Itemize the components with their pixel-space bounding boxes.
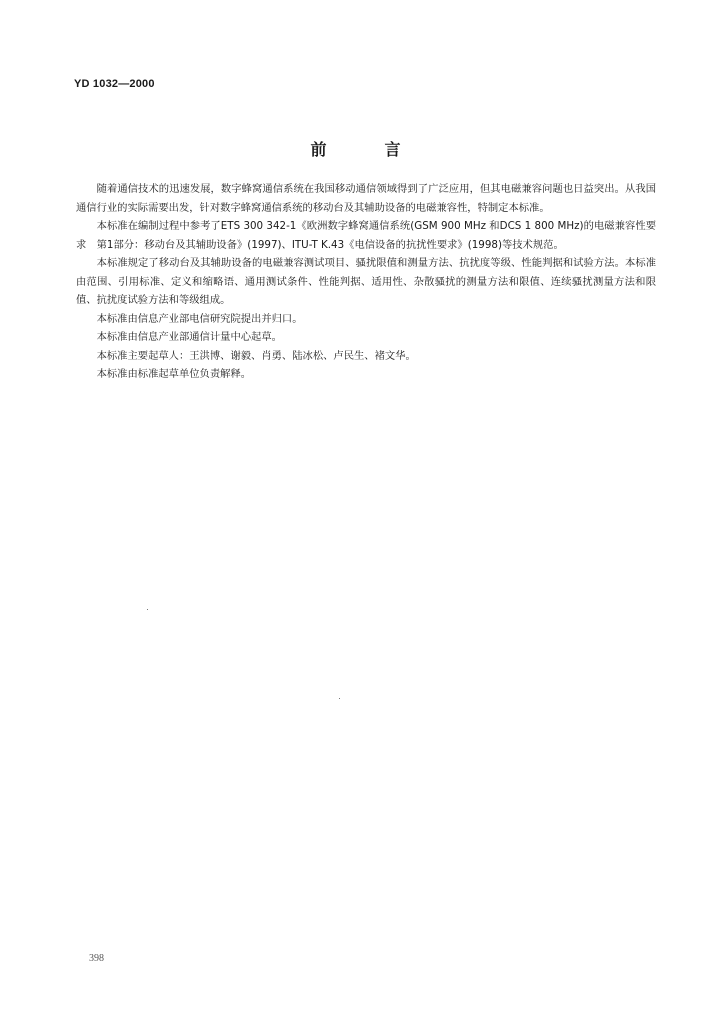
foreword-paragraph: 随着通信技术的迅速发展，数字蜂窝通信系统在我国移动通信领域得到了广泛应用，但其电磁兼容问题也日益突出。从我国通信行业的实际需要出发，针对数字蜂窝通信系统的移动台及其辅助设备的电磁兼容性，特制定本标准。 [76,183,656,214]
title-char-1: 前 [310,140,327,159]
foreword-paragraph: 本标准在编制过程中参考了ETS 300 342-1《欧洲数字蜂窝通信系统(GSM 900 MHz 和DCS 1 800 MHz)的电磁兼容性要求 第1部分：移动台及其辅助设备》(1997)、ITU-T K.43《电信设备的抗扰性要求》(1998)等技术规范。 [76,220,656,251]
page-title [0,137,711,160]
foreword-paragraph: 本标准规定了移动台及其辅助设备的电磁兼容测试项目、骚扰限值和测量方法、抗扰度等级、性能判据和试验方法。本标准由范围、引用标准、定义和缩略语、通用测试条件、性能判据、适用性、杂散骚扰的测量方法和限值、连续骚扰测量方法和限值、抗扰度试验方法和等级组成。 [76,257,656,306]
title-char-2: 言 [384,140,401,159]
scan-speck [147,609,148,610]
foreword-paragraph: 本标准由信息产业部通信计量中心起草。 [96,331,282,343]
scan-speck [339,698,340,699]
foreword-body [76,180,656,384]
page-number: 398 [89,953,104,964]
foreword-paragraph: 本标准主要起草人：王洪博、谢毅、肖勇、陆冰松、卢民生、褚文华。 [96,349,416,362]
standard-code: YD 1032—2000 [74,78,155,90]
foreword-paragraph: 本标准由标准起草单位负责解释。 [96,368,252,380]
foreword-paragraph: 本标准由信息产业部电信研究院提出并归口。 [96,312,303,325]
title-gap [327,137,385,160]
